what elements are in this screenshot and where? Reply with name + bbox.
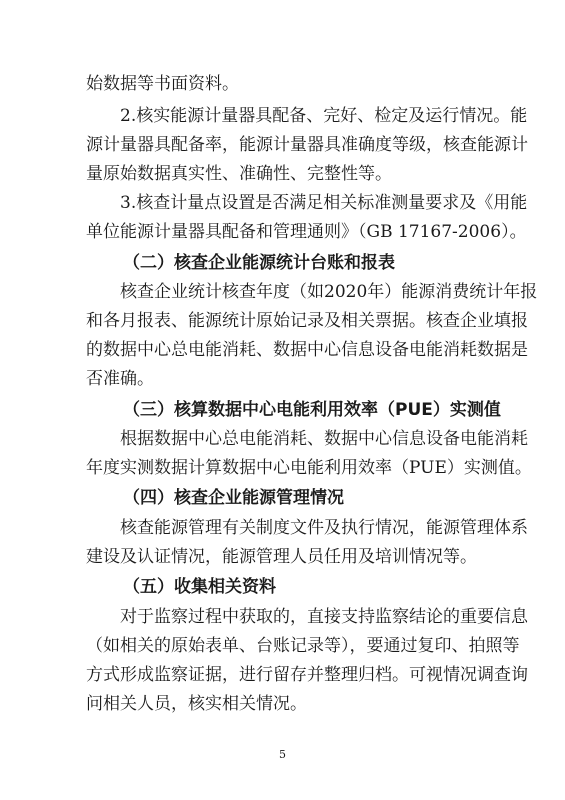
paragraph-line: 年度实测数据计算数据中心电能利用效率（PUE）实测值。 (86, 458, 532, 478)
paragraph-line: 核查企业统计核查年度（如2020年）能源消费统计年报 (120, 282, 538, 302)
paragraph-line: 3.核查计量点设置是否满足相关标准测量要求及《用能 (120, 193, 528, 213)
page-number: 5 (279, 748, 286, 761)
paragraph-line: （如相关的原始表单、台账记录等），要通过复印、拍照等 (86, 636, 520, 656)
paragraph-line: 2.核实能源计量器具配备、完好、检定及运行情况。能 (120, 106, 528, 126)
paragraph-line: 单位能源计量器具配备和管理通则》（GB 17167-2006）。 (86, 222, 527, 242)
paragraph-line: 始数据等书面资料。 (86, 74, 239, 94)
section-heading: （二）核查企业能源统计台账和报表 (123, 253, 395, 273)
paragraph-line: 否准确。 (86, 369, 154, 389)
paragraph-line: 的数据中心总电能消耗、数据中心信息设备电能消耗数据是 (86, 340, 528, 360)
paragraph-line: 根据数据中心总电能消耗、数据中心信息设备电能消耗 (120, 429, 528, 449)
paragraph-line: 建设及认证情况，能源管理人员任用及培训情况等。 (86, 547, 477, 567)
paragraph-line: 和各月报表、能源统计原始记录及相关票据。核查企业填报 (86, 311, 528, 331)
paragraph-line: 核查能源管理有关制度文件及执行情况，能源管理体系 (120, 518, 528, 538)
paragraph-line: 对于监察过程中获取的，直接支持监察结论的重要信息 (120, 607, 528, 627)
paragraph-line: 方式形成监察证据，进行留存并整理归档。可视情况调查询 (86, 665, 528, 685)
paragraph-line: 源计量器具配备率，能源计量器具准确度等级，核查能源计 (86, 135, 528, 155)
paragraph-line: 问相关人员，核实相关情况。 (86, 694, 307, 714)
section-heading: （四）核查企业能源管理情况 (123, 488, 344, 508)
section-heading: （五）收集相关资料 (123, 577, 276, 597)
section-heading: （三）核算数据中心电能利用效率（PUE）实测值 (123, 400, 501, 420)
paragraph-line: 量原始数据真实性、准确性、完整性等。 (86, 164, 392, 184)
